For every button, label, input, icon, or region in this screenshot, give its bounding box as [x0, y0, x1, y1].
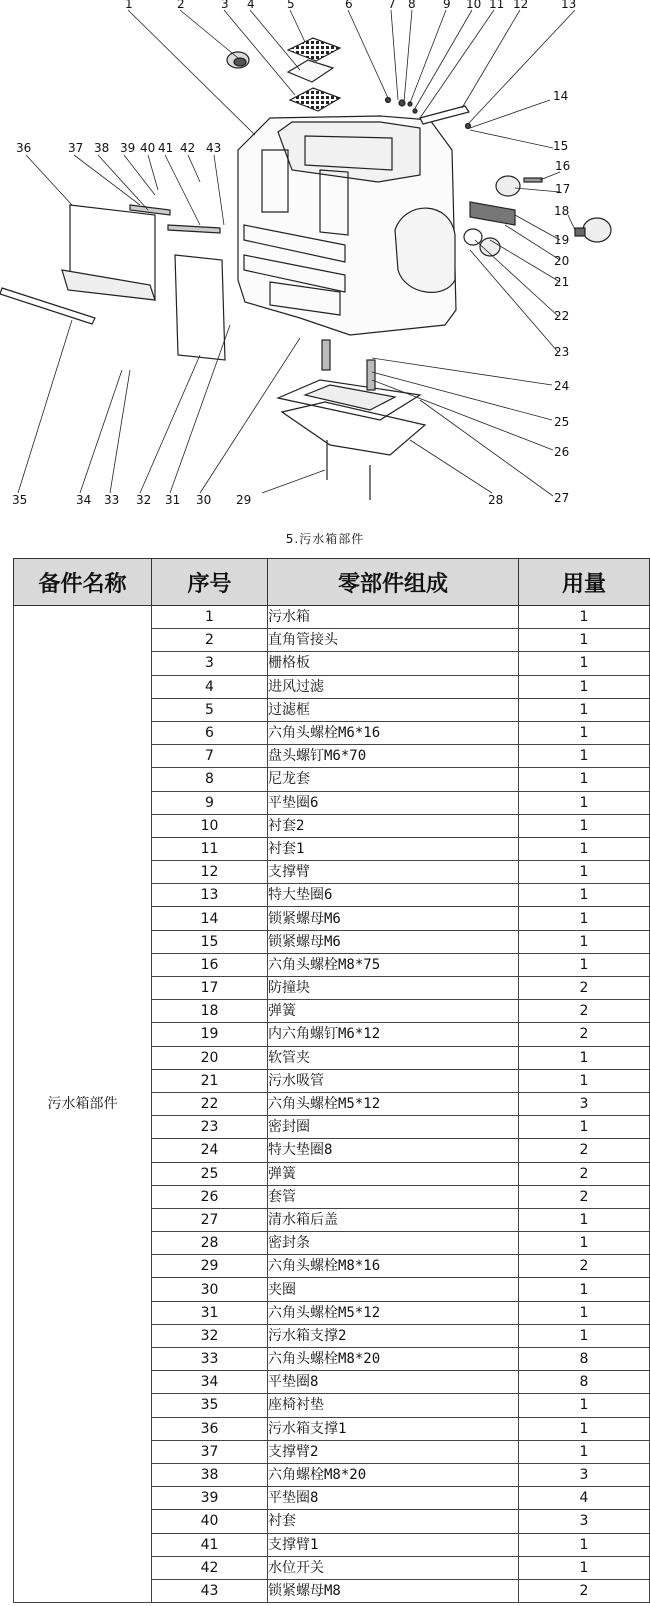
component-name-cell: 污水吸管 [268, 1069, 519, 1092]
callout-number: 2 [177, 0, 185, 11]
callout-number: 22 [554, 309, 570, 323]
seq-no-cell: 42 [152, 1556, 268, 1579]
callout-number: 17 [555, 182, 571, 196]
quantity-cell: 1 [519, 1556, 650, 1579]
quantity-cell: 1 [519, 1301, 650, 1324]
callout-number: 21 [554, 275, 570, 289]
callout-number: 5 [287, 0, 295, 11]
quantity-cell: 2 [519, 1139, 650, 1162]
callout-number: 25 [554, 415, 570, 429]
callout-number: 42 [180, 141, 196, 155]
callout-number: 12 [513, 0, 529, 11]
quantity-cell: 8 [519, 1371, 650, 1394]
quantity-cell: 4 [519, 1487, 650, 1510]
component-name-cell: 盘头螺钉M6*70 [268, 745, 519, 768]
quantity-cell: 1 [519, 1208, 650, 1231]
callout-number: 26 [554, 445, 570, 459]
seq-no-cell: 9 [152, 791, 268, 814]
callout-number: 37 [68, 141, 84, 155]
component-name-cell: 六角头螺栓M8*16 [268, 1255, 519, 1278]
component-name-cell: 衬套 [268, 1510, 519, 1533]
quantity-cell: 2 [519, 1000, 650, 1023]
component-name-cell: 六角头螺栓M5*12 [268, 1301, 519, 1324]
component-name-cell: 衬套2 [268, 814, 519, 837]
component-name-cell: 特大垫圈6 [268, 884, 519, 907]
component-name-cell: 污水箱 [268, 606, 519, 629]
table-header-row [14, 559, 650, 606]
quantity-cell: 2 [519, 1185, 650, 1208]
quantity-cell: 1 [519, 1533, 650, 1556]
callout-number: 41 [158, 141, 174, 155]
callout-number: 13 [561, 0, 577, 11]
callout-number: 14 [553, 89, 569, 103]
component-name-cell: 密封圈 [268, 1116, 519, 1139]
seq-no-cell: 24 [152, 1139, 268, 1162]
callout-number: 32 [136, 493, 152, 507]
quantity-cell: 1 [519, 1417, 650, 1440]
quantity-cell: 1 [519, 698, 650, 721]
component-name-cell: 密封条 [268, 1232, 519, 1255]
component-name-cell: 软管夹 [268, 1046, 519, 1069]
parts-drawing [0, 38, 611, 500]
component-name-cell: 过滤框 [268, 698, 519, 721]
seq-no-cell: 16 [152, 953, 268, 976]
callout-number: 9 [443, 0, 451, 11]
component-name-cell: 支撑臂1 [268, 1533, 519, 1556]
quantity-cell: 1 [519, 791, 650, 814]
seq-no-cell: 10 [152, 814, 268, 837]
component-name-cell: 六角头螺栓M5*12 [268, 1092, 519, 1115]
seq-no-cell: 15 [152, 930, 268, 953]
component-name-cell: 平垫圈8 [268, 1371, 519, 1394]
seq-no-cell: 18 [152, 1000, 268, 1023]
component-name-cell: 特大垫圈8 [268, 1139, 519, 1162]
quantity-cell: 1 [519, 675, 650, 698]
seq-no-cell: 39 [152, 1487, 268, 1510]
seq-no-cell: 11 [152, 837, 268, 860]
seq-no-cell: 7 [152, 745, 268, 768]
quantity-cell: 2 [519, 1255, 650, 1278]
seq-no-cell: 25 [152, 1162, 268, 1185]
callout-number: 36 [16, 141, 32, 155]
component-name-cell: 夹圈 [268, 1278, 519, 1301]
quantity-cell: 1 [519, 907, 650, 930]
quantity-cell: 1 [519, 606, 650, 629]
callout-number: 35 [12, 493, 28, 507]
seq-no-cell: 17 [152, 977, 268, 1000]
component-name-cell: 污水箱支撑2 [268, 1324, 519, 1347]
quantity-cell: 8 [519, 1348, 650, 1371]
component-name-cell: 清水箱后盖 [268, 1208, 519, 1231]
quantity-cell: 1 [519, 1278, 650, 1301]
component-name-cell: 六角螺栓M8*20 [268, 1463, 519, 1486]
callout-number: 27 [554, 491, 570, 505]
seq-no-cell: 38 [152, 1463, 268, 1486]
callout-number: 40 [140, 141, 156, 155]
quantity-cell: 1 [519, 814, 650, 837]
seq-no-cell: 27 [152, 1208, 268, 1231]
component-name-cell: 弹簧 [268, 1000, 519, 1023]
callout-number: 18 [554, 204, 570, 218]
quantity-cell: 2 [519, 1162, 650, 1185]
component-name-cell: 尼龙套 [268, 768, 519, 791]
quantity-cell: 1 [519, 652, 650, 675]
callout-number: 3 [221, 0, 229, 11]
seq-no-cell: 21 [152, 1069, 268, 1092]
callout-number: 19 [554, 233, 570, 247]
quantity-cell: 2 [519, 1023, 650, 1046]
seq-no-cell: 41 [152, 1533, 268, 1556]
quantity-cell: 1 [519, 1440, 650, 1463]
callout-number: 6 [345, 0, 353, 11]
component-name-cell: 套管 [268, 1185, 519, 1208]
quantity-cell: 1 [519, 1116, 650, 1139]
quantity-cell: 1 [519, 861, 650, 884]
quantity-cell: 1 [519, 1046, 650, 1069]
callout-number: 30 [196, 493, 212, 507]
component-name-cell: 支撑臂 [268, 861, 519, 884]
parts-table [13, 558, 650, 1603]
component-name-cell: 六角头螺栓M8*20 [268, 1348, 519, 1371]
callout-number: 29 [236, 493, 252, 507]
callout-number: 43 [206, 141, 222, 155]
seq-no-cell: 20 [152, 1046, 268, 1069]
seq-no-cell: 30 [152, 1278, 268, 1301]
seq-no-cell: 26 [152, 1185, 268, 1208]
seq-no-cell: 4 [152, 675, 268, 698]
seq-no-cell: 34 [152, 1371, 268, 1394]
component-name-cell: 水位开关 [268, 1556, 519, 1579]
quantity-cell: 1 [519, 1069, 650, 1092]
callout-number: 31 [165, 493, 181, 507]
callout-number: 16 [555, 159, 571, 173]
header-seq-no: 序号 [152, 559, 268, 606]
parts-table-body [14, 606, 650, 1603]
component-name-cell: 平垫圈8 [268, 1487, 519, 1510]
quantity-cell: 1 [519, 1232, 650, 1255]
diagram-svg [0, 0, 650, 520]
quantity-cell: 1 [519, 1324, 650, 1347]
component-name-cell: 座椅衬垫 [268, 1394, 519, 1417]
component-name-cell: 弹簧 [268, 1162, 519, 1185]
quantity-cell: 1 [519, 930, 650, 953]
seq-no-cell: 36 [152, 1417, 268, 1440]
callout-number: 23 [554, 345, 570, 359]
seq-no-cell: 23 [152, 1116, 268, 1139]
quantity-cell: 1 [519, 837, 650, 860]
quantity-cell: 2 [519, 1579, 650, 1602]
figure-caption: 5.污水箱部件 [285, 532, 365, 546]
seq-no-cell: 35 [152, 1394, 268, 1417]
quantity-cell: 3 [519, 1092, 650, 1115]
quantity-cell: 1 [519, 745, 650, 768]
seq-no-cell: 3 [152, 652, 268, 675]
quantity-cell: 1 [519, 1394, 650, 1417]
component-name-cell: 栅格板 [268, 652, 519, 675]
seq-no-cell: 31 [152, 1301, 268, 1324]
component-name-cell: 内六角螺钉M6*12 [268, 1023, 519, 1046]
callout-number: 7 [388, 0, 396, 11]
component-name-cell: 锁紧螺母M6 [268, 907, 519, 930]
exploded-parts-diagram [0, 0, 650, 520]
callout-number: 10 [466, 0, 482, 11]
quantity-cell: 1 [519, 768, 650, 791]
seq-no-cell: 40 [152, 1510, 268, 1533]
seq-no-cell: 19 [152, 1023, 268, 1046]
seq-no-cell: 8 [152, 768, 268, 791]
component-name-cell: 六角头螺栓M6*16 [268, 721, 519, 744]
component-name-cell: 平垫圈6 [268, 791, 519, 814]
callout-number: 4 [247, 0, 255, 11]
seq-no-cell: 33 [152, 1348, 268, 1371]
seq-no-cell: 22 [152, 1092, 268, 1115]
seq-no-cell: 1 [152, 606, 268, 629]
callout-number: 28 [488, 493, 504, 507]
quantity-cell: 1 [519, 629, 650, 652]
callout-number: 1 [125, 0, 133, 11]
component-name-cell: 锁紧螺母M6 [268, 930, 519, 953]
component-name-cell: 锁紧螺母M8 [268, 1579, 519, 1602]
seq-no-cell: 2 [152, 629, 268, 652]
group-name-cell: 污水箱部件 [14, 606, 152, 1603]
seq-no-cell: 6 [152, 721, 268, 744]
seq-no-cell: 13 [152, 884, 268, 907]
component-name-cell: 支撑臂2 [268, 1440, 519, 1463]
header-part-name: 备件名称 [14, 559, 152, 606]
header-components: 零部件组成 [268, 559, 519, 606]
callout-number: 11 [489, 0, 505, 11]
table-row [14, 606, 650, 629]
component-name-cell: 衬套1 [268, 837, 519, 860]
quantity-cell: 3 [519, 1510, 650, 1533]
quantity-cell: 1 [519, 884, 650, 907]
callout-number: 15 [553, 139, 569, 153]
seq-no-cell: 29 [152, 1255, 268, 1278]
component-name-cell: 进风过滤 [268, 675, 519, 698]
component-name-cell: 污水箱支撑1 [268, 1417, 519, 1440]
callout-number: 34 [76, 493, 92, 507]
callout-number: 39 [120, 141, 136, 155]
component-name-cell: 防撞块 [268, 977, 519, 1000]
callout-number: 20 [554, 254, 570, 268]
seq-no-cell: 14 [152, 907, 268, 930]
callout-number: 33 [104, 493, 120, 507]
component-name-cell: 六角头螺栓M8*75 [268, 953, 519, 976]
seq-no-cell: 43 [152, 1579, 268, 1602]
seq-no-cell: 37 [152, 1440, 268, 1463]
callout-number: 38 [94, 141, 110, 155]
component-name-cell: 直角管接头 [268, 629, 519, 652]
quantity-cell: 3 [519, 1463, 650, 1486]
header-quantity: 用量 [519, 559, 650, 606]
seq-no-cell: 5 [152, 698, 268, 721]
callout-number: 24 [554, 379, 570, 393]
quantity-cell: 2 [519, 977, 650, 1000]
seq-no-cell: 12 [152, 861, 268, 884]
callout-number: 8 [408, 0, 416, 11]
seq-no-cell: 28 [152, 1232, 268, 1255]
quantity-cell: 1 [519, 721, 650, 744]
quantity-cell: 1 [519, 953, 650, 976]
seq-no-cell: 32 [152, 1324, 268, 1347]
